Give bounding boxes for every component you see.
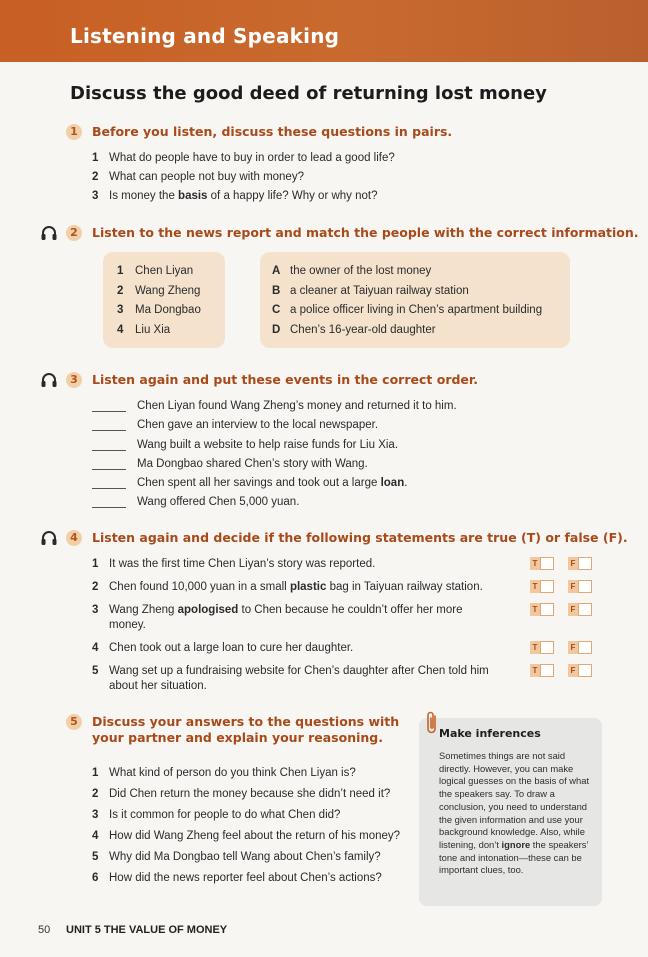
item-number: 4 — [92, 642, 99, 654]
tip-text — [439, 750, 599, 877]
list-item — [92, 662, 576, 700]
keyword: apologised — [177, 604, 239, 616]
list-item — [117, 282, 221, 302]
section-number: 5 — [66, 714, 82, 730]
false-label: F — [568, 557, 578, 570]
item-number: 5 — [92, 665, 99, 677]
true-label: T — [530, 580, 540, 593]
false-label: F — [568, 664, 578, 677]
list-item — [272, 321, 568, 341]
item-number: 2 — [117, 284, 124, 297]
item-letter: D — [272, 323, 281, 336]
section-2 — [40, 224, 639, 244]
page-title: Discuss the good deed of returning lost money — [70, 83, 547, 104]
section-instruction: Listen again and put these events in the correct order. — [92, 372, 479, 387]
item-number: 3 — [92, 809, 99, 821]
true-checkbox[interactable] — [530, 641, 554, 654]
event-text: Wang offered Chen 5,000 yuan. — [137, 496, 300, 509]
list-item — [92, 187, 620, 206]
answer-blank[interactable] — [92, 507, 126, 508]
question-text: Why did Ma Dongbao tell Wang about Chen’s family? — [109, 851, 381, 863]
section-number: 4 — [66, 530, 82, 546]
tip-text-start: Sometimes things are not said directly. However, you can make logical guesses on the basis of what the speakers say. To draw a conclusion, you need to understand the given information and use your background knowledge. Also, while listening, don’t — [439, 750, 590, 850]
list-item — [92, 805, 410, 826]
tip-text-end: the speakers’ tone and intonation—these can be important clues, too. — [439, 838, 589, 876]
item-number: 2 — [92, 171, 99, 183]
item-number: 2 — [92, 581, 99, 593]
list-item — [92, 455, 620, 474]
list-item — [92, 493, 620, 512]
paperclip-icon — [424, 710, 440, 736]
question-text: What do people have to buy in order to lead a good life? — [109, 152, 395, 164]
section-5 — [40, 713, 410, 889]
statement-list — [92, 555, 620, 700]
item-number: 3 — [92, 190, 99, 202]
true-checkbox[interactable] — [530, 664, 554, 677]
section-4-heading — [40, 529, 628, 549]
list-item — [92, 847, 410, 868]
keyword: basis — [178, 190, 208, 202]
event-text: Chen gave an interview to the local newspaper. — [137, 419, 379, 432]
list-item — [92, 416, 620, 435]
question-text: What kind of person do you think Chen Liyan is? — [109, 767, 356, 779]
keyword: loan — [380, 477, 405, 490]
list-item — [92, 168, 620, 187]
section-banner — [0, 0, 648, 62]
section-number: 1 — [66, 124, 82, 140]
list-item — [117, 321, 221, 341]
statement-text-end: bag in Taiyuan railway station. — [326, 581, 483, 593]
section-1 — [40, 123, 620, 206]
true-label: T — [530, 641, 540, 654]
item-number: 1 — [92, 767, 99, 779]
true-checkbox[interactable] — [530, 580, 554, 593]
true-label: T — [530, 603, 540, 616]
person-name: Liu Xia — [135, 323, 171, 336]
section-instruction: Discuss your answers to the questions with your partner and explain your reasoning. — [92, 714, 400, 745]
person-name: Ma Dongbao — [135, 304, 201, 316]
list-item — [92, 639, 576, 662]
section-number: 2 — [66, 225, 82, 241]
list-item — [117, 262, 221, 282]
person-name: Chen Liyan — [135, 265, 194, 277]
list-item — [92, 784, 410, 805]
section-2-heading — [40, 224, 639, 244]
list-item — [92, 868, 410, 889]
answer-blank[interactable] — [92, 450, 126, 451]
false-label: F — [568, 641, 578, 654]
person-name: Wang Zheng — [135, 284, 201, 297]
question-text-start: Is money the — [109, 190, 179, 202]
info-text: a cleaner at Taiyuan railway station — [290, 284, 469, 297]
headphones-icon — [40, 224, 58, 242]
false-checkbox[interactable] — [568, 664, 592, 677]
keyword: ignore — [501, 838, 531, 850]
item-number: 3 — [92, 604, 99, 616]
statement-text-end: to Chen because he couldn’t offer her more money. — [109, 604, 463, 631]
unit-label: UNIT 5 THE VALUE OF MONEY — [66, 924, 228, 936]
event-text: Ma Dongbao shared Chen’s story with Wang. — [137, 457, 368, 470]
info-text: a police officer living in Chen’s apartment building — [290, 304, 543, 316]
keyword: plastic — [289, 581, 327, 593]
list-item — [92, 763, 410, 784]
item-number: 1 — [117, 265, 124, 277]
item-number: 5 — [92, 851, 99, 863]
statement-text: Wang set up a fundraising website for Chen’s daughter after Chen told him about her situation. — [109, 665, 489, 692]
item-letter: B — [272, 284, 281, 297]
list-item — [272, 262, 568, 282]
section-instruction: Listen again and decide if the following statements are true (T) or false (F). — [92, 530, 628, 545]
item-number: 4 — [92, 830, 99, 842]
true-checkbox[interactable] — [530, 557, 554, 570]
tf-choices — [530, 664, 600, 678]
section-instruction: Listen to the news report and match the people with the correct information. — [92, 225, 639, 240]
section-1-heading — [40, 123, 620, 143]
event-text-end: . — [404, 477, 408, 490]
banner-title: Listening and Speaking — [70, 24, 340, 48]
item-letter: C — [272, 304, 281, 316]
false-label: F — [568, 603, 578, 616]
false-checkbox[interactable] — [568, 580, 592, 593]
event-text: Wang built a website to help raise funds for Liu Xia. — [137, 438, 399, 451]
tip-box — [419, 718, 602, 906]
question-text: How did Wang Zheng feel about the return of his money? — [109, 830, 401, 842]
event-list — [92, 397, 620, 513]
people-box — [103, 252, 225, 348]
list-item — [272, 282, 568, 302]
item-number: 6 — [92, 872, 99, 884]
true-checkbox[interactable] — [530, 603, 554, 616]
item-number: 2 — [92, 788, 99, 800]
tf-choices — [530, 641, 600, 655]
statement-text: Chen took out a large loan to cure her daughter. — [109, 642, 354, 654]
event-text-start: Chen spent all her savings and took out a large — [137, 477, 381, 490]
section-instruction: Before you listen, discuss these questions in pairs. — [92, 124, 453, 139]
list-item — [117, 301, 221, 321]
list-item — [92, 149, 620, 168]
list-item — [92, 397, 620, 416]
tf-choices — [530, 603, 600, 617]
item-number: 1 — [92, 558, 99, 570]
item-number: 3 — [117, 304, 124, 316]
answer-blank[interactable] — [92, 411, 126, 412]
question-text: What can people not buy with money? — [109, 171, 304, 183]
headphones-icon — [40, 529, 58, 547]
section-3 — [40, 371, 620, 513]
question-text: How did the news reporter feel about Chen’s actions? — [109, 872, 382, 884]
question-text-end: of a happy life? Why or why not? — [207, 190, 378, 202]
tf-choices — [530, 580, 600, 594]
info-text: the owner of the lost money — [290, 265, 432, 277]
list-item — [92, 578, 576, 601]
answer-blank[interactable] — [92, 430, 126, 431]
true-label: T — [530, 664, 540, 677]
question-list — [92, 149, 620, 206]
false-checkbox[interactable] — [568, 641, 592, 654]
statement-text-start: Chen found 10,000 yuan in a small — [109, 581, 290, 593]
false-checkbox[interactable] — [568, 557, 592, 570]
tip-title: Make inferences — [439, 727, 541, 740]
section-number: 3 — [66, 372, 82, 388]
answer-blank[interactable] — [92, 488, 126, 489]
item-number: 4 — [117, 323, 124, 336]
list-item — [92, 436, 620, 455]
question-text: Did Chen return the money because she didn’t need it? — [109, 788, 391, 800]
section-5-heading — [40, 713, 410, 747]
statement-text: It was the first time Chen Liyan’s story was reported. — [109, 558, 376, 570]
tf-choices — [530, 557, 600, 571]
answer-blank[interactable] — [92, 469, 126, 470]
false-checkbox[interactable] — [568, 603, 592, 616]
section-3-heading — [40, 371, 620, 391]
list-item — [272, 301, 568, 321]
section-4 — [40, 529, 628, 700]
list-item — [92, 474, 620, 493]
info-box — [260, 252, 570, 348]
item-letter: A — [272, 265, 281, 277]
event-text: Chen Liyan found Wang Zheng’s money and returned it to him. — [137, 400, 457, 412]
page-number: 50 — [38, 924, 51, 936]
statement-text-start: Wang Zheng — [109, 604, 178, 616]
item-number: 1 — [92, 152, 99, 164]
list-item — [92, 601, 576, 639]
info-text: Chen’s 16-year-old daughter — [290, 323, 436, 336]
list-item — [92, 555, 576, 578]
true-label: T — [530, 557, 540, 570]
question-text: Is it common for people to do what Chen did? — [109, 809, 341, 821]
question-list — [92, 763, 410, 889]
false-label: F — [568, 580, 578, 593]
headphones-icon — [40, 371, 58, 389]
list-item — [92, 826, 410, 847]
